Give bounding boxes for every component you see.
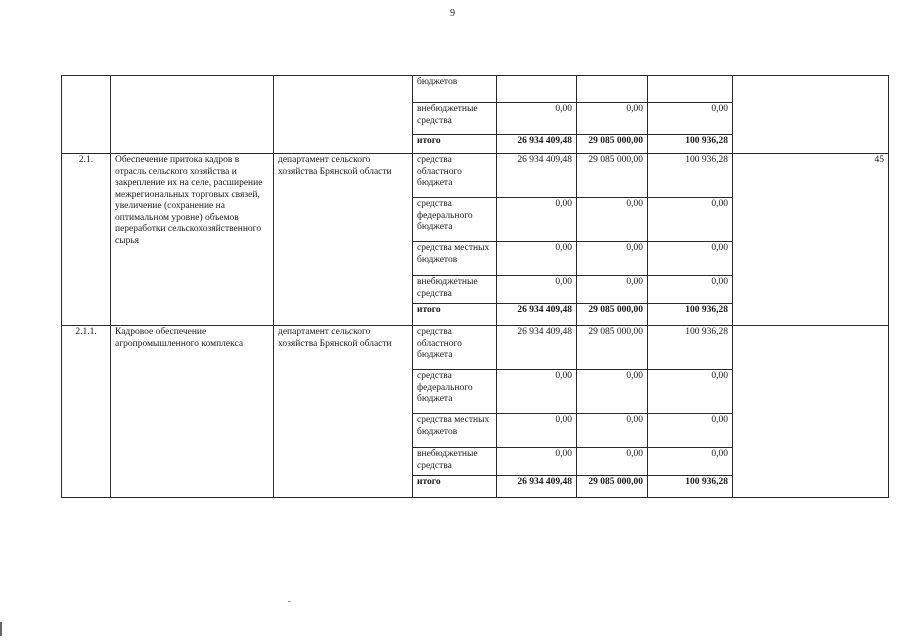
value-cell: 100 936,28 [648, 326, 733, 370]
number-cell: 2.1.1. [62, 326, 111, 498]
name-cell: Кадровое обеспечение агропромышленного комплекса [111, 326, 274, 498]
executor-cell: департамент сельского хозяйства Брянской области [274, 326, 413, 498]
indicator-cell [733, 76, 889, 154]
scan-edge-mark [0, 622, 2, 636]
value-cell: 0,00 [648, 370, 733, 414]
value-cell [497, 76, 577, 103]
total-value: 26 934 409,48 [497, 304, 577, 326]
total-value: 26 934 409,48 [497, 135, 577, 154]
name-cell [111, 76, 274, 154]
value-cell: 0,00 [497, 103, 577, 135]
value-cell: 0,00 [648, 414, 733, 448]
value-cell: 0,00 [577, 198, 648, 242]
value-cell: 0,00 [497, 448, 577, 476]
source-label: средства областного бюджета [413, 326, 497, 370]
value-cell: 29 085 000,00 [577, 326, 648, 370]
total-value: 100 936,28 [648, 476, 733, 498]
executor-cell: департамент сельского хозяйства Брянской области [274, 154, 413, 326]
total-value: 29 085 000,00 [577, 476, 648, 498]
value-cell: 0,00 [648, 103, 733, 135]
value-cell: 0,00 [497, 198, 577, 242]
table-row [62, 326, 889, 370]
value-cell: 26 934 409,48 [497, 326, 577, 370]
value-cell: 0,00 [577, 276, 648, 304]
total-value: 100 936,28 [648, 135, 733, 154]
value-cell: 0,00 [497, 276, 577, 304]
value-cell [648, 76, 733, 103]
value-cell [577, 76, 648, 103]
indicator-cell: 45 [733, 154, 889, 326]
total-label: итого [413, 304, 497, 326]
value-cell: 0,00 [648, 198, 733, 242]
source-label: средства областного бюджета [413, 154, 497, 198]
total-value: 29 085 000,00 [577, 135, 648, 154]
executor-cell [274, 76, 413, 154]
total-label: итого [413, 476, 497, 498]
total-value: 26 934 409,48 [497, 476, 577, 498]
value-cell: 0,00 [497, 242, 577, 276]
page-number: 9 [450, 8, 455, 19]
name-cell: Обеспечение притока кадров в отрасль сельского хозяйства и закрепление их на селе, расширение межрегиональных торговых связей, увеличение (сохранение на оптимальном уровне) объемов переработки сельскохозяйственного сырья [111, 154, 274, 326]
value-cell: 0,00 [648, 276, 733, 304]
value-cell: 0,00 [577, 370, 648, 414]
source-label: средства местных бюджетов [413, 242, 497, 276]
table-row [62, 154, 889, 198]
source-label: бюджетов [413, 76, 497, 103]
indicator-cell [733, 326, 889, 498]
budget-table [61, 75, 889, 498]
source-label: внебюджетные средства [413, 276, 497, 304]
value-cell: 0,00 [577, 242, 648, 276]
value-cell: 100 936,28 [648, 154, 733, 198]
value-cell: 0,00 [577, 103, 648, 135]
value-cell: 0,00 [648, 448, 733, 476]
source-label: внебюджетные средства [413, 103, 497, 135]
source-label: средства местных бюджетов [413, 414, 497, 448]
source-label: средства федерального бюджета [413, 370, 497, 414]
value-cell: 29 085 000,00 [577, 154, 648, 198]
value-cell: 0,00 [648, 242, 733, 276]
scan-speck [288, 601, 291, 602]
number-cell [62, 76, 111, 154]
table-row [62, 76, 889, 103]
total-value: 100 936,28 [648, 304, 733, 326]
total-label: итого [413, 135, 497, 154]
value-cell: 0,00 [497, 414, 577, 448]
source-label: средства федерального бюджета [413, 198, 497, 242]
value-cell: 26 934 409,48 [497, 154, 577, 198]
source-label: внебюджетные средства [413, 448, 497, 476]
total-value: 29 085 000,00 [577, 304, 648, 326]
number-cell: 2.1. [62, 154, 111, 326]
value-cell: 0,00 [577, 448, 648, 476]
value-cell: 0,00 [577, 414, 648, 448]
value-cell: 0,00 [497, 370, 577, 414]
